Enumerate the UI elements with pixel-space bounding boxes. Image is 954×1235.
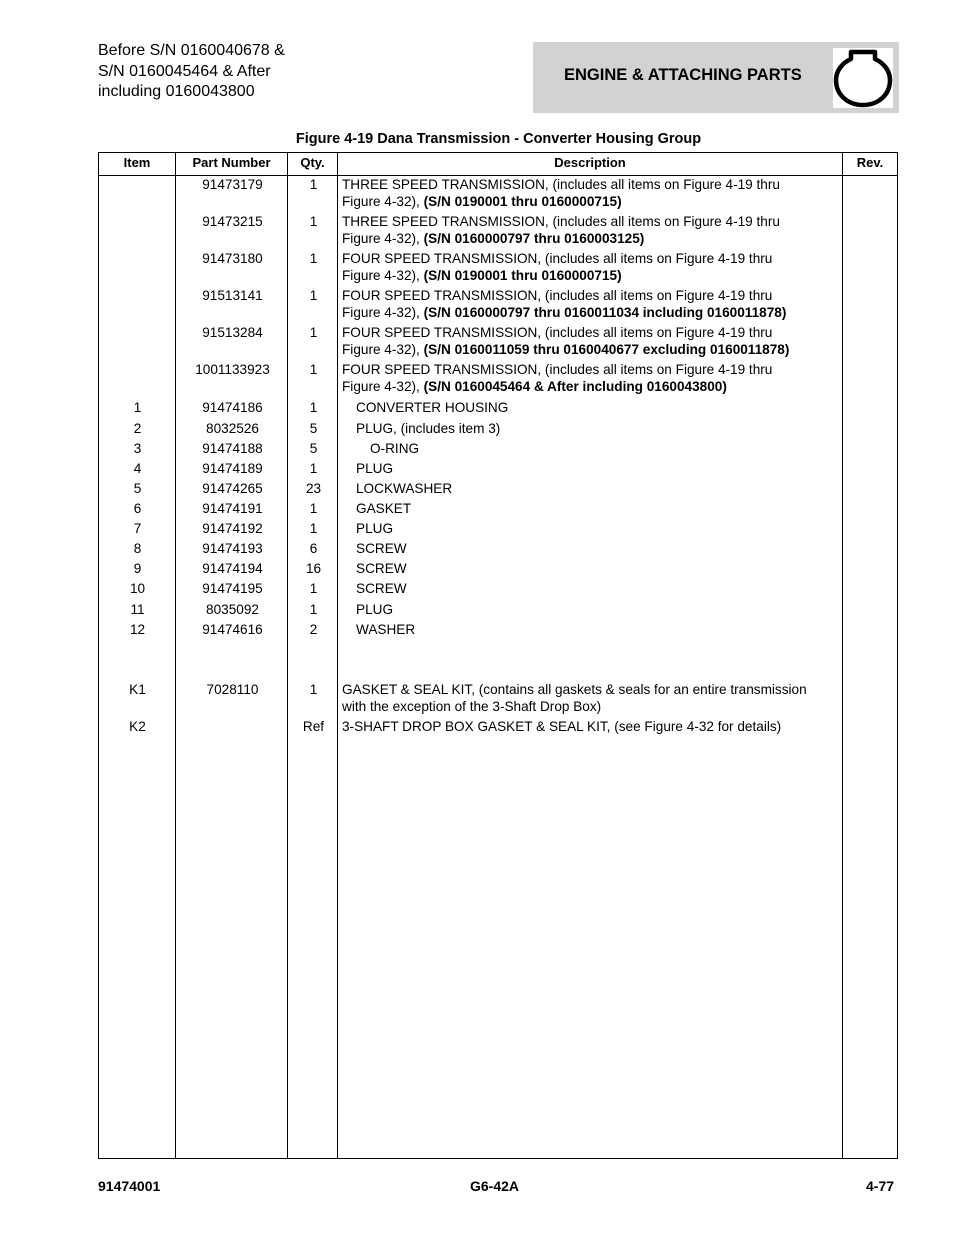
part-number-cell: 91474191 [202,501,263,516]
qty-cell: 1 [309,362,318,377]
description-cell [356,560,856,577]
qty-cell: 1 [309,325,318,340]
qty-cell: 1 [309,682,318,697]
item-cell: 10 [129,581,146,596]
section-banner [533,42,899,113]
part-number-cell: 91474265 [202,481,263,496]
part-number-cell: 91513141 [202,288,263,303]
description-text: FOUR SPEED TRANSMISSION, (includes all items on Figure 4-19 thru [342,325,773,340]
description-text: Figure 4-32), [342,379,424,394]
qty-cell: 1 [309,461,318,476]
part-number-cell: 8032526 [206,421,259,436]
part-number-cell: 7028110 [206,682,259,697]
description-text: PLUG, (includes item 3) [356,421,501,436]
qty-cell: 6 [309,541,318,556]
description-text: THREE SPEED TRANSMISSION, (includes all items on Figure 4-19 thru [342,214,780,229]
description-cell [356,520,856,537]
serial-range: (S/N 0190001 thru 0160000715) [423,194,622,209]
description-cell [356,580,856,597]
item-cell: 6 [133,501,142,516]
description-text: SCREW [356,581,407,596]
description-cell [342,324,842,358]
part-number-cell: 91474188 [202,441,263,456]
description-cell [342,250,842,284]
column-header-rev: Rev. [856,155,884,170]
description-text: GASKET & SEAL KIT, (contains all gaskets & seals for an entire transmission [342,682,807,697]
item-cell: 8 [133,541,142,556]
item-cell: 4 [133,461,142,476]
item-cell: 1 [133,400,142,415]
item-cell: 3 [133,441,142,456]
serial-number-note [98,41,398,103]
description-cell [342,361,842,395]
qty-cell: 1 [309,602,318,617]
qty-cell: 16 [305,561,322,576]
description-cell [370,440,870,457]
serial-line: S/N 0160045464 & After [98,62,271,80]
description-cell [356,420,856,437]
item-cell: 11 [130,602,145,617]
description-text: PLUG [356,602,394,617]
qty-cell: 5 [309,421,318,436]
description-text: PLUG [356,461,394,476]
qty-cell: 1 [309,251,318,266]
part-number-cell: 91473180 [202,251,263,266]
column-header-description: Description [554,155,626,170]
description-text: with the exception of the 3-Shaft Drop Box) [342,699,602,714]
item-cell: 12 [129,622,146,637]
description-cell [342,718,842,735]
description-text: THREE SPEED TRANSMISSION, (includes all items on Figure 4-19 thru [342,177,780,192]
description-text: SCREW [356,561,407,576]
description-text: O-RING [370,441,420,456]
part-number-cell: 91473215 [202,214,263,229]
serial-range: (S/N 0160000797 thru 0160003125) [423,231,645,246]
part-number-cell: 91474186 [202,400,263,415]
description-cell [356,460,856,477]
description-text: PLUG [356,521,394,536]
description-cell [356,540,856,557]
column-header-qty: Qty. [300,155,325,170]
part-number-cell: 91513284 [202,325,263,340]
description-cell [342,681,842,715]
qty-cell: 1 [309,400,318,415]
description-text: FOUR SPEED TRANSMISSION, (includes all items on Figure 4-19 thru [342,362,773,377]
serial-range: (S/N 0160000797 thru 0160011034 including 0160011878) [423,305,787,320]
column-header-part-number: Part Number [192,155,271,170]
footer-page-number: 4-77 [866,1178,895,1194]
item-cell: K1 [129,682,146,697]
description-text: Figure 4-32), [342,194,424,209]
item-cell: 9 [133,561,142,576]
description-cell [342,287,842,321]
description-cell [342,176,842,210]
description-cell [356,621,856,638]
description-cell [356,601,856,618]
description-text: FOUR SPEED TRANSMISSION, (includes all items on Figure 4-19 thru [342,251,773,266]
description-text: Figure 4-32), [342,342,424,357]
description-text: SCREW [356,541,407,556]
qty-cell: 23 [305,481,322,496]
description-text: Figure 4-32), [342,305,424,320]
serial-range: (S/N 0160045464 & After including 0160043800) [423,379,727,394]
part-number-cell: 91474189 [202,461,263,476]
description-text: 3-SHAFT DROP BOX GASKET & SEAL KIT, (see Figure 4-32 for details) [342,719,782,734]
description-cell [342,213,842,247]
serial-range: (S/N 0160011059 thru 0160040677 excluding 0160011878) [423,342,790,357]
part-number-cell: 91474195 [202,581,263,596]
qty-cell: Ref [302,719,325,734]
qty-cell: 1 [309,581,318,596]
qty-cell: 1 [309,214,318,229]
part-number-cell: 1001133923 [195,362,270,377]
description-text: Figure 4-32), [342,268,424,283]
parts-table [98,152,898,1159]
part-number-cell: 8035092 [206,602,259,617]
qty-cell: 1 [309,177,318,192]
description-text: CONVERTER HOUSING [356,400,509,415]
part-number-cell: 91473179 [202,177,263,192]
qty-cell: 1 [309,288,318,303]
description-text: GASKET [356,501,412,516]
description-text: LOCKWASHER [356,481,453,496]
part-number-cell: 91474616 [202,622,263,637]
footer-model: G6-42A [470,1178,520,1194]
item-cell: 2 [133,421,142,436]
description-cell [356,399,856,416]
qty-cell: 5 [309,441,318,456]
section-title: ENGINE & ATTACHING PARTS [564,66,802,84]
engine-icon [833,48,893,108]
part-number-cell: 91474194 [202,561,263,576]
footer-part-number: 91474001 [98,1178,161,1194]
qty-cell: 1 [309,501,318,516]
item-cell: 5 [133,481,142,496]
description-cell [356,500,856,517]
qty-cell: 2 [309,622,318,637]
serial-line: Before S/N 0160040678 & [98,42,285,59]
description-text: FOUR SPEED TRANSMISSION, (includes all items on Figure 4-19 thru [342,288,773,303]
part-number-cell: 91474192 [202,521,263,536]
description-text: WASHER [356,622,416,637]
description-text: Figure 4-32), [342,231,424,246]
item-cell: 7 [133,521,142,536]
description-cell [356,480,856,497]
serial-line: including 0160043800 [98,83,255,100]
qty-cell: 1 [309,521,318,536]
figure-title: Figure 4-19 Dana Transmission - Converter Housing Group [295,131,702,147]
serial-range: (S/N 0190001 thru 0160000715) [423,268,622,283]
column-header-item: Item [123,155,151,170]
part-number-cell: 91474193 [202,541,263,556]
item-cell: K2 [129,719,146,734]
